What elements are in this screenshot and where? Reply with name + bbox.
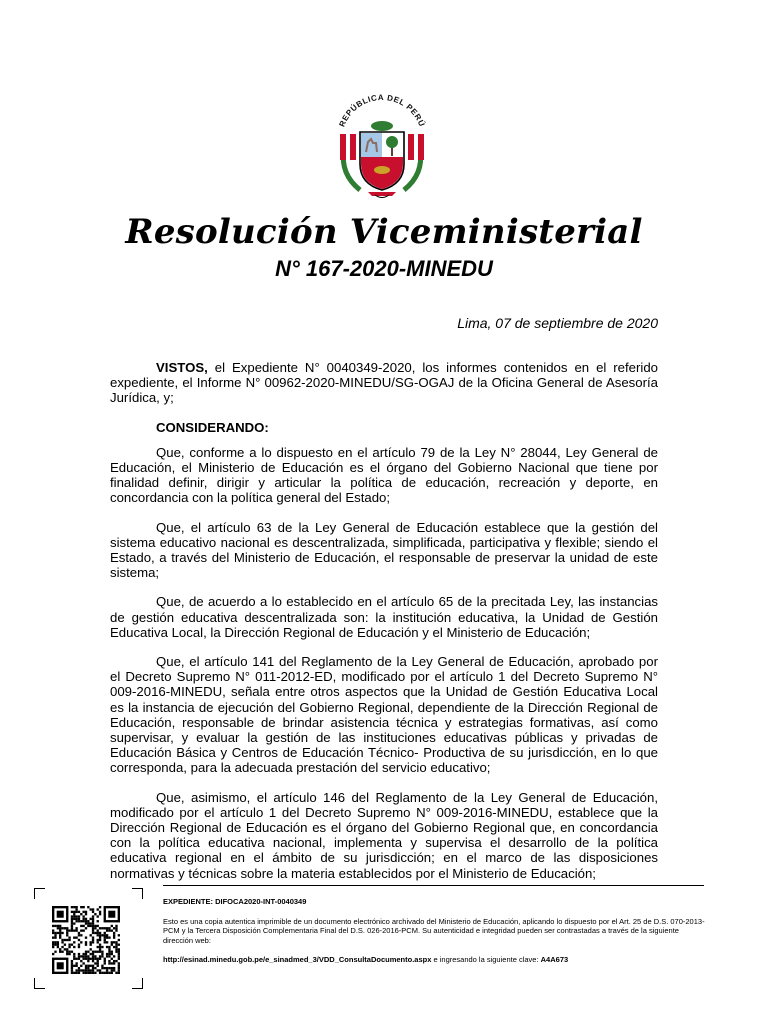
qr-frame-corner xyxy=(132,978,143,989)
considerando-paragraph: Que, el artículo 63 de la Ley General de Educación establece que la gestión del sistema educativo nacional es descentralizada, simplificada, participativa y flexible; siendo el Estado, a través del Ministerio de Educación, el responsable de preservar la unidad de este sistema; xyxy=(110,519,658,581)
considerando-paragraph: Que, de acuerdo a lo establecido en el artículo 65 de la precitada Ley, las instancias de gestión educativa descentralizada son: la institución educativa, la Unidad de Gestión Educativa Local, la Dirección Regional de Educación y el Ministerio de Educación; xyxy=(110,594,658,640)
considerando-paragraph: Que, asimismo, el artículo 146 del Reglamento de la Ley General de Educación, modificado por el artículo 1 del Decreto Supremo N° 009-2016-MINEDU, establece que la Dirección Regional de Educación es el órgano del Gobierno Regional que, en concordancia con la política educativa nacional, implementa y supervisa el desarrollo de la política educativa regional en el ámbito de su jurisdicción; en el marco de las disposiciones normativas y técnicas sobre la materia establecidos por el Ministerio de Educación; xyxy=(110,789,658,881)
considerando-paragraph: Que, conforme a lo dispuesto en el artículo 79 de la Ley N° 28044, Ley General de Educación, el Ministerio de Educación es el órgano del Gobierno Nacional que tiene por finalidad definir, dirigir y articular la política de educación, recreación y deporte, en concordancia con la política general del Estado; xyxy=(110,444,658,506)
seal-arc-text: REPÚBLICA DEL PERÚ xyxy=(337,92,427,129)
resolution-number: N° 167-2020-MINEDU xyxy=(275,256,493,281)
vistos-text: el Expediente N° 0040349-2020, los informes contenidos en el referido expediente, el Informe N° 00962-2020-MINEDU/SG-OGAJ de la Oficina General de Asesoría Jurídica, y; xyxy=(110,360,658,406)
footer-expediente: EXPEDIENTE: DIFOCA2020-INT-0040349 xyxy=(163,897,307,906)
document-body xyxy=(110,360,658,881)
coat-of-arms-seal xyxy=(320,92,444,202)
coat-of-arms-icon xyxy=(320,92,444,202)
vistos-label: VISTOS, xyxy=(156,360,208,375)
qr-frame-corner xyxy=(132,888,143,899)
verification-url[interactable]: http://esinad.minedu.gob.pe/e_sinadmed_3/VDD_ConsultaDocumento.aspx xyxy=(163,955,432,964)
considerando-paragraph: Que, el artículo 141 del Reglamento de la Ley General de Educación, aprobado por el Decreto Supremo N° 011-2012-ED, modificado por el artículo 1 del Decreto Supremo N° 009-2016-MINEDU, señala entre otros aspectos que la Unidad de Gestión Educativa Local es la instancia de ejecución del Gobierno Regional, dependiente de la Dirección Regional de Educación, responsable de brindar asistencia técnica y estrategias formativas, así como supervisar, y evaluar la gestión de las instituciones educativas públicas y privadas de Educación Básica y Centros de Educación Técnico- Productiva de su jurisdicción, en lo que corresponda, para la adecuada prestación del servicio educativo; xyxy=(110,654,658,776)
footer-verification-line xyxy=(163,955,568,964)
qr-frame-corner xyxy=(34,888,45,899)
footer-divider xyxy=(163,885,704,886)
considerando-heading xyxy=(110,420,658,435)
document-date: Lima, 07 de septiembre de 2020 xyxy=(457,315,658,331)
qr-code-icon xyxy=(52,906,120,974)
resolution-title: Resolución Viceministerial xyxy=(125,212,643,252)
vistos-paragraph xyxy=(110,360,658,406)
footer-authenticity-note: Esto es una copia autentica imprimible de un documento electrónico archivado del Ministerio de Educación, aplicando lo dispuesto por el Art. 25 de D.S. 070-2013-PCM y la Tercera Disposición Complementaria Final del D.S. 026-2016-PCM. Su autenticidad e integridad pueden ser contrastadas a través de la siguiente dirección web: xyxy=(163,917,705,945)
qr-frame-corner xyxy=(34,978,45,989)
considerando-label: CONSIDERANDO: xyxy=(156,419,269,435)
verification-text: e ingresando la siguiente clave: xyxy=(431,955,541,964)
verification-key: A4A673 xyxy=(540,955,569,964)
